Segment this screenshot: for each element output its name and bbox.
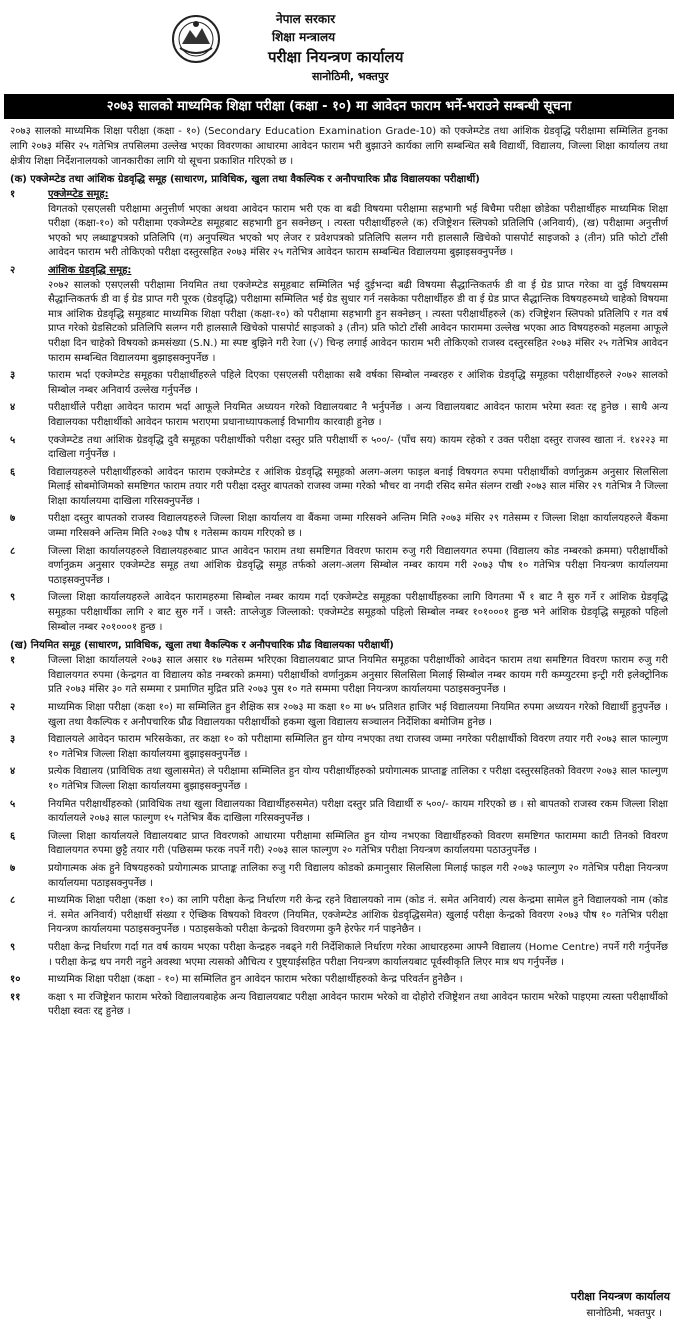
- item-number: ६: [10, 466, 16, 478]
- list-item: [10, 973, 668, 988]
- signature-place: सानोठिमी, भक्तपुर ।: [586, 1308, 662, 1319]
- item-number: १: [10, 189, 16, 200]
- list-item: [10, 512, 668, 541]
- header-office: परीक्षा नियन्त्रण कार्यालय: [268, 48, 404, 66]
- list-item: [10, 862, 668, 891]
- item-body: [48, 512, 668, 541]
- signature-block: [500, 1288, 670, 1322]
- item-text: २०७२ सालको एसएलसी परीक्षामा नियमित तथा एक्जेम्प्टेड समूहबाट सम्मिलित भई दुईभन्दा बढी विषयमा सैद्धान्तिकतर्फ डी वा ई ग्रेड प्राप्त गरेका वा दुई विषयसम्म सैद्धान्तिकतर्फ डी वा ई ग्रेड प्राप्त गरी पूरक (ग्रेडवृद्धि) परीक्षामा सम्मिलित भई ग्रेड सुधार गर्न नसकेका परीक्षार्थीहरु डी वा ई ग्रेड प्राप्त सैद्धान्तिक विषयहरुमध्ये चाहेको विषयमा मात्र आंशिक ग्रेडवृद्धि समूहबाट माध्यमिक शिक्षा परीक्षा (कक्षा-१०) को परीक्षामा सहभागी हुन सक्नेछन् । त्यस्ता परीक्षार्थीहरुले (क) रजिष्ट्रेशन स्लिपको प्रतिलिपि र गत वर्ष प्राप्त गरेको ग्रेडसिटको प्रतिलिपि सलग्न गरी हालसालै खिचेको पासपोर्ट साइजको ३ (तीन) प्रति फोटो टाँसी आवेदन फाराममा उल्लेख भएका आठ विषयहरुको महलमा आफूले परीक्षा दिन चाहेको विषयको क्रमसंख्या (S.N.) मा स्पष्ट बुझिने गरी रेजा (√) चिन्ह लगाई आवेदन फाराम भरी तोकिएको राजस्व दस्तुरसहित २०७३ मंसिर २५ गतेभित्र आवेदन फाराम सम्बन्धित विद्यालयमा बुझाइसक्नुपर्नेछ ।: [48, 279, 668, 364]
- list-item: [10, 545, 668, 589]
- list-item: [10, 401, 668, 430]
- item-subheading: एक्जेम्प्टेड समूह:: [48, 189, 109, 200]
- section-a-title: (क) एक्जेम्प्टेड तथा आंशिक ग्रेडवृद्धि समूह (साधारण, प्राविधिक, खुला तथा वैकल्पिक र अनौपचारिक प्रौढ विद्यालयका परीक्षार्थी): [10, 174, 480, 185]
- item-text: प्रयोगात्मक अंक हुने विषयहरुको प्रयोगात्मक प्राप्ताङ्क तालिका रुजु गरी विद्यालय कोडको क्रमानुसार सिलसिला मिलाई फाइल गरी २०७३ फाल्गुण २० गतेभित्र परीक्षा नियन्त्रण कार्यालयमा पठाइसक्नुपर्नेछ ।: [48, 862, 668, 889]
- item-number: ११: [10, 991, 21, 1003]
- item-body: [48, 591, 668, 635]
- list-item: [10, 188, 668, 261]
- list-item: [10, 733, 668, 762]
- letterhead: [268, 10, 508, 86]
- item-text: परीक्षा दस्तुर बापतको राजस्व विद्यालयहरुले जिल्ला शिक्षा कार्यालय वा बैंकमा जम्मा गरिसक्ने अन्तिम मिति २०७३ मंसिर २९ गतेसम्म र जिल्ला शिक्षा कार्यालयहरुले बैंकमा जम्मा गरिसक्ने अन्तिम मिति २०७३ पौष १ गतेसम्म कायम गरिएको छ ।: [48, 513, 668, 540]
- section-a-list: [10, 188, 668, 635]
- item-text: प्रत्येक विद्यालय (प्राविधिक तथा खुलासमेत) ले परीक्षामा सम्मिलित हुन योग्य परीक्षार्थीहरुको प्रयोगात्मक प्राप्ताङ्क तालिका र परीक्षा दस्तुरसहितको विवरण २०७३ साल फाल्गुण १० गतेभित्र जिल्ला शिक्षा कार्यालयमा बुझाइसक्नुपर्नेछ ।: [48, 766, 668, 792]
- section-b-title: (ख) नियमित समूह (साधारण, प्राविधिक, खुला तथा वैकल्पिक र अनौपचारिक प्रौढ विद्यालयका परीक्षार्थी): [10, 640, 394, 652]
- item-body: [48, 466, 668, 510]
- item-text: परीक्षार्थीले परीक्षा आवेदन फाराम भर्दा आफूले नियमित अध्ययन गरेको विद्यालयबाट नै भर्नुपर्नेछ । अन्य विद्यालयबाट आवेदन फाराम भरेमा स्वतः रद्द हुनेछ । साथै अन्य विद्यालयका परीक्षार्थीको आवेदन फाराम भराएमा प्रधानाध्यापकलाई विभागीय कारवाही हुनेछ ।: [48, 402, 668, 428]
- item-number: ४: [10, 402, 16, 414]
- item-text: एक्जेम्प्टेड तथा आंशिक ग्रेडवृद्धि दुवै समूहका परीक्षार्थीको परीक्षा दस्तुर प्रति परीक्षार्थी रु ५००/- (पाँच सय) कायम रहेको र उक्त परीक्षा दस्तुर राजस्व खाता नं. १४२२३ मा दाखिला गर्नुपर्नेछ ।: [48, 434, 668, 461]
- item-text: जिल्ला शिक्षा कार्यालयले विद्यालयबाट प्राप्त विवरणको आधारमा परीक्षामा सम्मिलित हुन योग्य नभएका विद्यार्थीहरुको विवरण समष्टिगत फाराममा काटी तिनको विवरण विद्यालयगत रुपमा छुट्टै तयार गरी (पछिसम्म फरक नपर्ने गरी) २०७३ साल फाल्गुण २० गतेभित्र परीक्षा नियन्त्रण कार्यालयमा पठाउनुपर्नेछ ।: [48, 830, 668, 857]
- item-number: ८: [10, 895, 16, 907]
- item-text: विद्यालयहरुले परीक्षार्थीहरुको आवेदन फाराम एक्जेम्प्टेड र आंशिक ग्रेडवृद्धि समूहको अलग-अलग फाइल बनाई विषयगत रुपमा परीक्षार्थीको वर्णानुक्रम अनुसार सिलसिला मिलाई सोबमोजिमको समष्टिगत फाराम तयार गरी परीक्षा दस्तुर बापतको राजस्व जम्मा गरेको भौचर वा नगदी रसिद समेत संलग्न राखी २०७३ साल मंसिर २९ गतेभित्र नै जिल्ला शिक्षा कार्यालयमा दाखिला गरिसक्नुपर्नेछ ।: [48, 466, 668, 507]
- item-body: [48, 369, 668, 398]
- list-item: [10, 894, 668, 938]
- list-item: [10, 264, 668, 366]
- list-item: [10, 369, 668, 398]
- item-body: [48, 798, 668, 827]
- item-number: ३: [10, 734, 16, 746]
- item-text: परीक्षा केन्द्र निर्धारण गर्दा गत वर्ष कायम भएका परीक्षा केन्द्रहरु नबढ्ने गरी निर्देशिकाले निर्धारण गरेका आधारहरुमा आफ्नै विद्यालय (Home Centre) नपर्ने गरी गर्नुपर्नेछ । परीक्षा केन्द्र थप नगरी नहुने अवस्था भएमा त्यसको औचित्य र पुष्ट्याईसहित परीक्षा नियन्त्रण कार्यालयबाट पूर्वस्वीकृति लिएर मात्र थप गर्नुपर्नेछ ।: [48, 941, 668, 968]
- item-text: जिल्ला शिक्षा कार्यालयहरुले आवेदन फारामहरुमा सिम्बोल नम्बर कायम गर्दा एक्जेम्प्टेड समूहका परीक्षार्थीहरुका लागि विगतमा भैं १ बाट नै सुरु गर्ने र आंशिक ग्रेडवृद्धि समूहका परीक्षार्थीका लागि २ बाट सुरु गर्ने । जस्तै: ताप्लेजुङ जिल्लाको: एक्जेम्प्टेड समूहको पहिलो सिम्बोल नम्बर १०१०००१ हुन्छ भने आंशिक ग्रेडवृद्धि समूहको पहिलो सिम्बोल नम्बर २०१०००१ हुन्छ ।: [48, 592, 668, 633]
- list-item: [10, 654, 668, 698]
- list-item: [10, 765, 668, 794]
- item-text: विद्यालयले आवेदन फाराम भरिसकेका, तर कक्षा १० को परीक्षामा सम्मिलित हुन योग्य नभएका तथा राजस्व जम्मा नगरेका परीक्षार्थीको विवरण तयार गरी २०७३ साल फाल्गुण १० गतेभित्र जिल्ला शिक्षा कार्यालयमा बुझाइसक्नुपर्नेछ ।: [48, 734, 668, 760]
- header-address: सानोठिमी, भक्तपुर: [312, 70, 389, 83]
- item-number: ५: [10, 798, 16, 810]
- header-ministry: शिक्षा मन्त्रालय: [272, 30, 336, 44]
- item-body: [48, 264, 668, 366]
- item-number: १०: [10, 974, 21, 986]
- list-item: [10, 991, 668, 1020]
- item-body: [48, 545, 668, 589]
- section-b-list: [10, 654, 668, 1020]
- item-body: [48, 401, 668, 430]
- item-body: [48, 188, 668, 261]
- item-body: [48, 941, 668, 970]
- item-body: [48, 434, 668, 463]
- item-body: [48, 765, 668, 794]
- item-subheading: आंशिक ग्रेडवृद्धि समूह:: [48, 264, 132, 276]
- item-body: [48, 991, 668, 1020]
- item-body: [48, 733, 668, 762]
- item-text: जिल्ला शिक्षा कार्यालयहरुले विद्यालयहरुबाट प्राप्त आवेदन फाराम तथा समष्टिगत विवरण फाराम रुजु गरी विद्यालयगत रुपमा (विद्यालय कोड नम्बरको क्रममा) परीक्षार्थीको वर्णानुक्रम अनुसार एक्जेम्प्टेड समूह तथा आंशिक ग्रेडवृद्धि समूह तर्फको अलग-अलग सिम्बोल नम्बर कायम गरी २०७३ पौष १० गतेभित्र परीक्षा नियन्त्रण कार्यालयमा पठाइसक्नुपर्नेछ ।: [48, 545, 668, 586]
- nepal-emblem-icon: [168, 14, 224, 64]
- item-text: नियमित परीक्षार्थीहरुको (प्राविधिक तथा खुला विद्यालयका विद्यार्थीहरुसमेत) परीक्षा दस्तुर प्रति विद्यार्थी रु ५००/- कायम गरिएको छ । सो बापतको राजस्व रकम जिल्ला शिक्षा कार्यालयले २०७३ साल फाल्गुण १५ गतेभित्र बैंक दाखिला गरिसक्नुपर्नेछ ।: [48, 798, 668, 825]
- item-number: ७: [10, 513, 16, 525]
- item-body: [48, 654, 668, 698]
- item-number: ८: [10, 545, 16, 557]
- item-text: फाराम भर्दा एक्जेम्प्टेड समूहका परीक्षार्थीहरुले पहिले दिएका एसएलसी परीक्षाका सबै वर्षका सिम्बोल नम्बरहरु र आंशिक ग्रेडवृद्धि समूहका परीक्षार्थीहरुले २०७२ सालको सिम्बोल नम्बर अनिवार्य उल्लेख गर्नुपर्नेछ ।: [48, 370, 668, 396]
- list-item: [10, 798, 668, 827]
- item-number: ३: [10, 370, 16, 382]
- item-number: ९: [10, 592, 16, 604]
- item-text: माध्यमिक शिक्षा परीक्षा (कक्षा १०) का लागि परीक्षा केन्द्र निर्धारण गरी केन्द्र रहने विद्यालयको नाम (कोड नं. समेत अनिवार्य) त्यस केन्द्रमा सामेल हुने विद्यालयको नाम (कोड नं. समेत अनिवार्य) परीक्षार्थी संख्या र ऐच्छिक विषयको विवरण (नियमित, एक्जेम्प्टेड आंशिक ग्रेडवृद्धिसमेत) खुलाई परीक्षा केन्द्रको विवरण २०७३ पौष १० गतेभित्र परीक्षा नियन्त्रण कार्यालयमा पठाइसक्नुपर्नेछ । पठाइसकेको परीक्षा केन्द्रको विवरणमा कुनै हेरफेर गर्न पाइनेछैन ।: [48, 895, 668, 936]
- item-number: २: [10, 702, 16, 713]
- notice-body: [10, 124, 668, 1023]
- list-item: [10, 701, 668, 730]
- item-body: [48, 894, 668, 938]
- item-number: ५: [10, 434, 16, 446]
- header-government: नेपाल सरकार: [276, 12, 336, 26]
- list-item: [10, 434, 668, 463]
- item-number: ९: [10, 941, 16, 953]
- list-item: [10, 830, 668, 859]
- item-number: ६: [10, 830, 16, 842]
- item-text: विगतको एसएलसी परीक्षामा अनुत्तीर्ण भएका अथवा आवेदन फाराम भरी एक वा बढी विषयमा परीक्षामा सहभागी भई बिचैमा परीक्षा छोडेका परीक्षार्थीहरु माध्यमिक शिक्षा परीक्षा (कक्षा-१०) को परीक्षामा एक्जेम्प्टेड समूहबाट सहभागी हुन सक्नेछन् । त्यस्ता परीक्षार्थीहरुले (क) रजिष्ट्रेशन स्लिपको प्रतिलिपि (अनिवार्य), (ख) परीक्षामा अनुत्तीर्ण भएको भए लब्धाङ्कपत्रको प्रतिलिपि (ग) अनुपस्थित भएको भए लेजर र प्रवेशपत्रको प्रतिलिपि सलग्न गरी हालसालै खिचेको पासपोर्ट साइजको ३ (तीन) प्रति फोटो टाँसी आवेदन फाराम भरी तोकिएको परीक्षा दस्तुरसहित २०७३ मंसिर २५ गतेभित्र आवेदन फाराम सम्बन्धित विद्यालयमा बुझाइसक्नुपर्नेछ ।: [48, 203, 668, 259]
- item-body: [48, 830, 668, 859]
- item-body: [48, 701, 668, 730]
- list-item: [10, 941, 668, 970]
- notice-title-banner: २०७३ सालको माध्यमिक शिक्षा परीक्षा (कक्षा - १०) मा आवेदन फाराम भर्ने-भराउने सम्बन्धी सूचना: [4, 94, 674, 119]
- item-number: ७: [10, 862, 16, 874]
- item-number: १: [10, 655, 16, 667]
- item-text: माध्यमिक शिक्षा परीक्षा (कक्षा १०) मा सम्मिलित हुन शैक्षिक सत्र २०७३ मा कक्षा १० मा ७५ प्रतिशत हाजिर भई विद्यालयमा नियमित रुपमा अध्ययन गरेको विद्यार्थी हुनुपर्नेछ । खुला तथा वैकल्पिक र अनौपचारिक प्रौढ विद्यालयका परीक्षार्थीको हकमा खुला विद्यालय सञ्चालन निर्देशिका बमोजिम हुनेछ ।: [48, 702, 668, 728]
- item-number: २: [10, 264, 16, 276]
- intro-paragraph: २०७३ सालको माध्यमिक शिक्षा परीक्षा (कक्षा - १०) (Secondary Education Examination Grade-10) को एक्जेम्प्टेड तथा आंशिक ग्रेडवृद्धि परीक्षामा सम्मिलित हुनका लागि २०७३ मंसिर २५ गतेभित्र तपसिलमा उल्लेख भएका विवरणका आधारमा आवेदन फाराम भरी बुझाउने कार्यका लागि सम्बन्धित सबै विद्यार्थी, विद्यालय, जिल्ला शिक्षा कार्यालय तथा क्षेत्रीय शिक्षा निर्देशनालयको जानकारीका लागि यो सूचना प्रकाशित गरिएको छ ।: [10, 126, 668, 167]
- signature-office: परीक्षा नियन्त्रण कार्यालय: [570, 1290, 670, 1303]
- item-number: ४: [10, 766, 16, 778]
- item-body: [48, 973, 668, 988]
- list-item: [10, 466, 668, 510]
- list-item: [10, 591, 668, 635]
- item-body: [48, 862, 668, 891]
- item-text: जिल्ला शिक्षा कार्यालयले २०७३ साल असार १७ गतेसम्म भरिएका विद्यालयबाट प्राप्त नियमित समूहका परीक्षार्थीको आवेदन फाराम तथा समष्टिगत विवरण फाराम रुजु गरी विद्यालयगत रुपमा (केन्द्रगत वा विद्यालय कोड नम्बरको क्रममा) परीक्षार्थीको वर्णानुक्रम अनुसार सिलसिला मिलाई सिम्बोल नम्बर कायम गरी कम्प्युटरमा इन्ट्री गरी इलेक्ट्रोनिक प्रति २०७३ मंसिर ३० गते सम्ममा र प्रमाणित मुद्रित प्रति २०७३ पुस १० गते सम्ममा परीक्षा नियन्त्रण कार्यालयमा पठाइसक्नुपर्नेछ ।: [48, 655, 668, 696]
- item-text: कक्षा ९ मा रजिष्ट्रेशन फाराम भरेको विद्यालयबाहेक अन्य विद्यालयबाट परीक्षा आवेदन फाराम भरेको वा दोहोरो रजिष्ट्रेशन तथा आवेदन फाराम भरेको पाइएमा त्यस्ता परीक्षार्थीको परीक्षा स्वतः रद्द हुनेछ ।: [48, 991, 668, 1018]
- item-text: माध्यमिक शिक्षा परीक्षा (कक्षा - १०) मा सम्मिलित हुन आवेदन फाराम भरेका परीक्षार्थीहरुको केन्द्र परिवर्तन हुनेछैन ।: [48, 974, 463, 986]
